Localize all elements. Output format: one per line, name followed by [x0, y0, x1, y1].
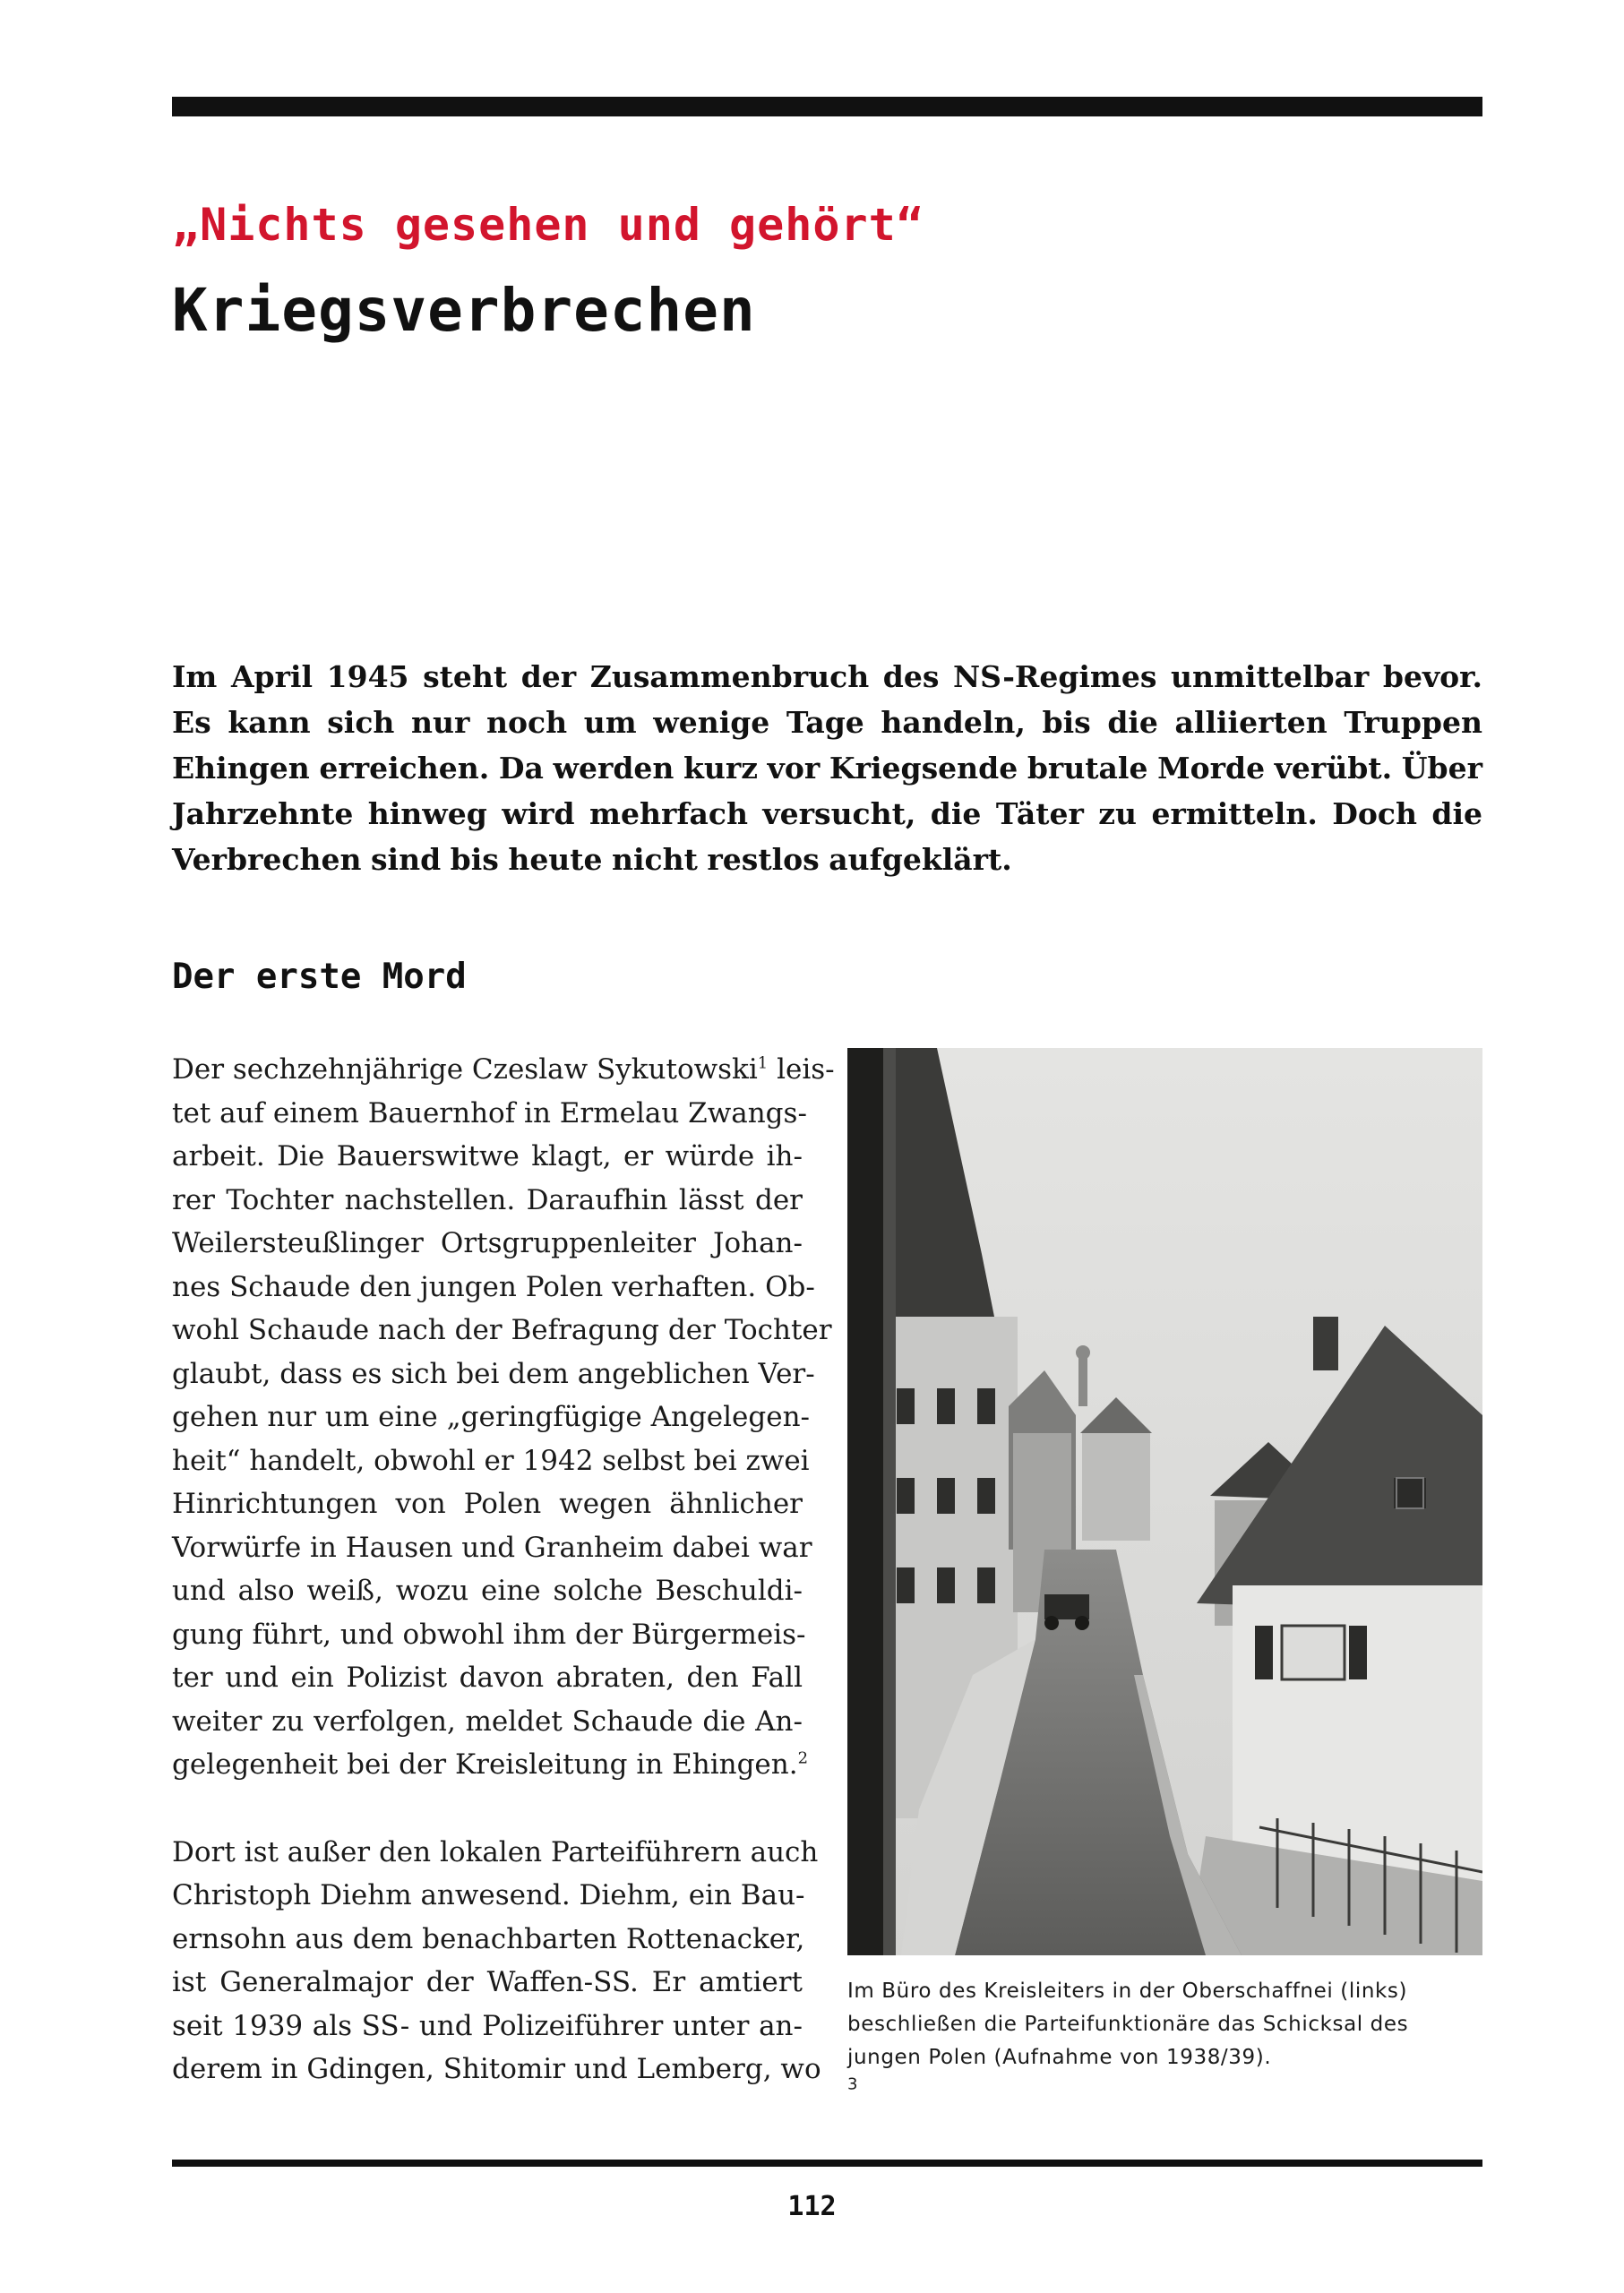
- body-line: tet auf einem Bauernhof in Ermelau Zwangs-: [172, 1096, 807, 1129]
- body-paragraph-1: [172, 1048, 835, 1787]
- body-line: gung führt, und obwohl ihm der Bürgermeis-: [172, 1618, 806, 1651]
- body-line: Weilersteußlinger Ortsgruppenleiter Johan-: [172, 1227, 803, 1259]
- bottom-rule: [172, 2160, 1482, 2167]
- body-line: gelegenheit bei der Kreisleitung in Ehingen.$^2$: [172, 1748, 809, 1781]
- body-line: nes Schaude den jungen Polen verhaften. Ob-: [172, 1270, 815, 1303]
- footnote-marker: 1: [757, 1053, 769, 1073]
- photo-caption: [847, 1975, 1482, 2108]
- body-line: Hinrichtungen von Polen wegen ähnlicher: [172, 1488, 803, 1520]
- page-number: 112: [787, 2191, 837, 2222]
- body-line: und also weiß, wozu eine solche Beschuldi-: [172, 1575, 803, 1607]
- body-line: ist Generalmajor der Waffen-SS. Er amtiert: [172, 1966, 803, 1998]
- body-line: ter und ein Polizist davon abraten, den Fall: [172, 1662, 803, 1694]
- body-line: heit“ handelt, obwohl er 1942 selbst bei zwei: [172, 1444, 810, 1477]
- historic-street-photo: [847, 1048, 1482, 1955]
- chapter-kicker: „Nichts gesehen und gehört“: [172, 199, 924, 251]
- chapter-title: Kriegsverbrechen: [172, 276, 756, 345]
- body-line: Christoph Diehm anwesend. Diehm, ein Bau-: [172, 1879, 805, 1911]
- body-column: [172, 1048, 835, 2091]
- body-paragraph-2: [172, 1831, 821, 2091]
- section-heading: Der erste Mord: [172, 957, 467, 997]
- lead-paragraph: Im April 1945 steht der Zusammenbruch des NS-Regimes unmittelbar bevor. Es kann sich nur noch um wenige Tage handeln, bis die alliierten Truppen Ehingen erreichen. Da werden kurz vor Kriegsende brutale Morde verübt. Über Jahrzehnte hinweg wird mehrfach versucht, die Täter zu ermitteln. Doch die Verbrechen sind bis heute nicht restlos aufgeklärt.: [172, 659, 1482, 877]
- caption-line: Im Büro des Kreisleiters in der Oberschaffnei (links): [847, 1980, 1408, 2003]
- footnote-marker: 3: [847, 2074, 859, 2094]
- body-line: weiter zu verfolgen, meldet Schaude die An-: [172, 1705, 803, 1738]
- body-line: wohl Schaude nach der Befragung der Tochter: [172, 1314, 832, 1346]
- body-line: Der sechzehnjährige Czeslaw Sykutowski$^1$ leis-: [172, 1053, 835, 1086]
- body-line: Dort ist außer den lokalen Parteiführern auch: [172, 1835, 819, 1868]
- body-line: glaubt, dass es sich bei dem angeblichen Ver-: [172, 1357, 815, 1390]
- caption-line: beschließen die Parteifunktionäre das Schicksal des: [847, 2013, 1409, 2036]
- body-line: seit 1939 als SS- und Polizeiführer unter an-: [172, 2009, 803, 2042]
- body-line: derem in Gdingen, Shitomir und Lemberg, wo: [172, 2053, 821, 2085]
- footnote-marker: 2: [797, 1748, 809, 1768]
- body-line: rer Tochter nachstellen. Daraufhin lässt der: [172, 1183, 803, 1216]
- body-line: ernsohn aus dem benachbarten Rottenacker,: [172, 1922, 805, 1955]
- top-rule: [172, 97, 1482, 116]
- body-line: gehen nur um eine „geringfügige Angelegen-: [172, 1401, 811, 1433]
- street-photo-illustration: [847, 1048, 1482, 1955]
- caption-line: jungen Polen (Aufnahme von 1938/39). $^3$: [847, 2046, 1272, 2094]
- body-line: arbeit. Die Bauerswitwe klagt, er würde ih-: [172, 1140, 803, 1172]
- body-line: Vorwürfe in Hausen und Granheim dabei war: [172, 1531, 812, 1564]
